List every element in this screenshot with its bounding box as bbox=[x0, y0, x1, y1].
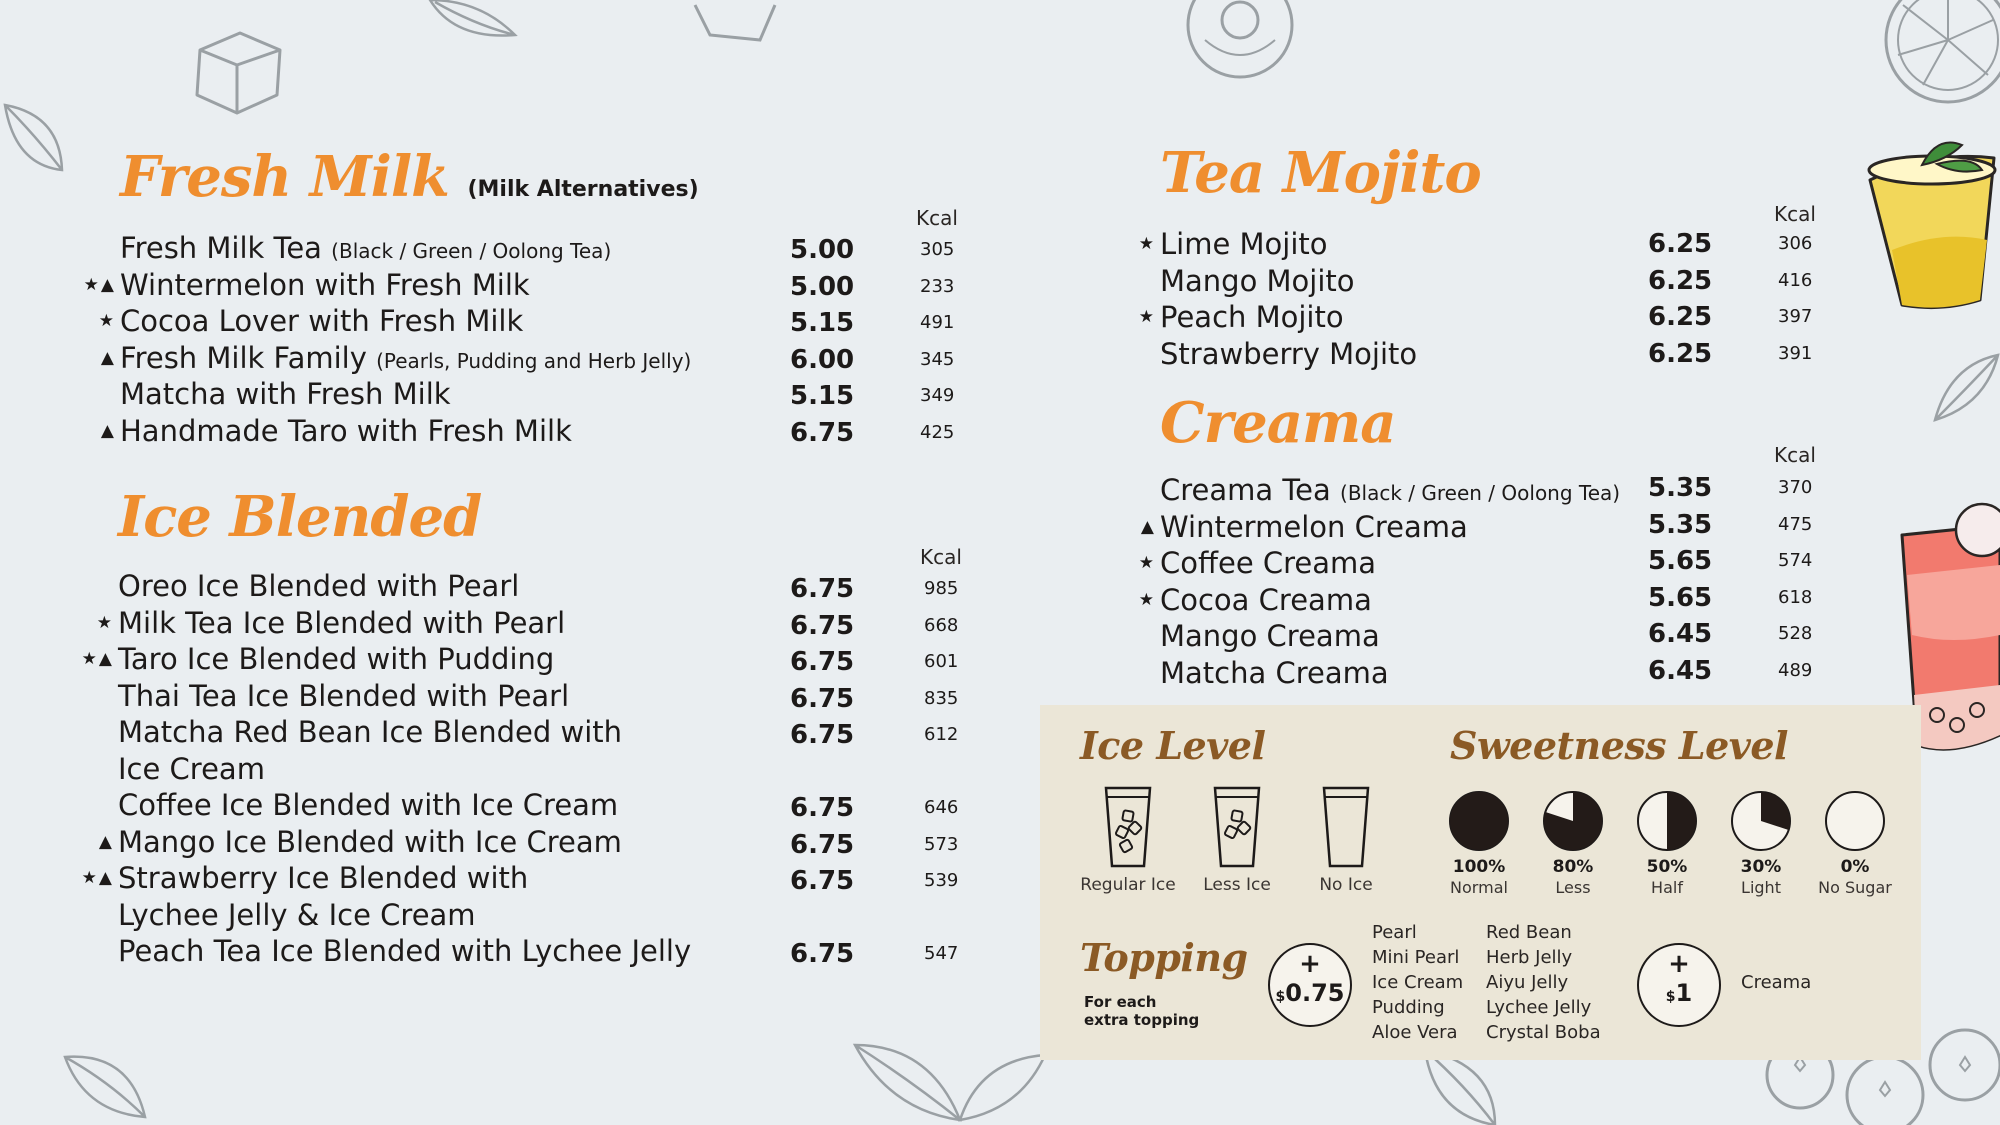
menu-item bbox=[1160, 618, 1838, 654]
menu-item bbox=[81, 641, 984, 677]
item-name-text: Strawberry Ice Blended with bbox=[118, 861, 529, 895]
item-note: (Black / Green / Oolong Tea) bbox=[331, 239, 612, 263]
menu-item bbox=[118, 787, 984, 823]
mojito-drink-illustration bbox=[1862, 130, 2000, 315]
item-marks: ▲ bbox=[1140, 516, 1156, 537]
item-kcal: 835 bbox=[924, 687, 959, 709]
topping-title: Topping bbox=[1080, 935, 1248, 980]
item-name-line2: Lychee Jelly & Ice Cream bbox=[118, 897, 476, 932]
item-price: 5.65 bbox=[1648, 546, 1713, 576]
plus-icon: + bbox=[1299, 949, 1321, 979]
menu-item bbox=[1160, 263, 1838, 299]
menu-item bbox=[98, 824, 984, 860]
topping-item: Crystal Boba bbox=[1486, 1022, 1601, 1043]
topping-item: Red Bean bbox=[1486, 922, 1572, 943]
sweetness-label: Half bbox=[1651, 878, 1683, 897]
item-price: 6.75 bbox=[790, 939, 855, 969]
sweetness-pie-icon bbox=[1541, 789, 1605, 853]
item-kcal: 306 bbox=[1778, 233, 1813, 254]
item-marks: ▲ bbox=[98, 831, 114, 852]
sweetness-label: No Sugar bbox=[1818, 878, 1892, 897]
fresh-milk-subtitle: (Milk Alternatives) bbox=[467, 177, 699, 202]
customization-panel bbox=[1040, 705, 1921, 1060]
item-name-text: Taro Ice Blended with Pudding bbox=[118, 642, 555, 676]
kcal-header: Kcal bbox=[1774, 443, 1816, 467]
item-kcal: 345 bbox=[920, 348, 955, 370]
item-name bbox=[118, 860, 528, 896]
item-name bbox=[118, 678, 569, 714]
item-marks: ★▲ bbox=[81, 868, 114, 888]
kcal-header: Kcal bbox=[916, 206, 958, 230]
item-name bbox=[118, 714, 622, 750]
topping-list-col2 bbox=[1486, 920, 1601, 1045]
item-price: 6.75 bbox=[790, 647, 855, 677]
ice-cube-sketch-icon bbox=[185, 25, 290, 120]
item-price: 6.75 bbox=[790, 610, 855, 641]
section-title-fresh-milk bbox=[120, 144, 699, 210]
topping-item: Aiyu Jelly bbox=[1486, 972, 1569, 993]
section-title-tea-mojito: Tea Mojito bbox=[1160, 140, 1481, 206]
item-name-text: Milk Tea Ice Blended with Pearl bbox=[118, 605, 566, 640]
menu-item bbox=[1138, 545, 1838, 581]
item-name-text: Creama Tea bbox=[1160, 473, 1331, 507]
item-name bbox=[1160, 655, 1389, 691]
item-name-line2: Ice Cream bbox=[118, 751, 265, 786]
item-price: 6.45 bbox=[1648, 619, 1713, 649]
sweetness-percent: 0% bbox=[1840, 857, 1870, 877]
menu-item bbox=[1160, 336, 1838, 372]
sweetness-percent: 50% bbox=[1646, 857, 1688, 877]
item-name-text: Matcha with Fresh Milk bbox=[120, 377, 451, 411]
item-name bbox=[118, 605, 565, 641]
item-price: 6.75 bbox=[790, 683, 855, 714]
item-price: 5.00 bbox=[790, 235, 855, 265]
ice-cube-mark bbox=[1119, 839, 1133, 853]
plus-icon: + bbox=[1668, 949, 1690, 979]
item-name-text: Coffee Creama bbox=[1160, 546, 1377, 580]
item-marks: ★ bbox=[1138, 234, 1156, 254]
item-name-text: Thai Tea Ice Blended with Pearl bbox=[118, 678, 570, 713]
item-kcal: 416 bbox=[1778, 269, 1813, 291]
sweetness-label: Light bbox=[1741, 878, 1781, 897]
item-name bbox=[1160, 299, 1344, 335]
item-name-text: Strawberry Mojito bbox=[1160, 336, 1418, 371]
item-kcal: 646 bbox=[924, 797, 959, 818]
item-marks: ★ bbox=[98, 311, 116, 331]
item-name-text: Wintermelon Creama bbox=[1160, 509, 1468, 544]
topping-price-badge-1 bbox=[1637, 943, 1721, 1027]
item-kcal: 491 bbox=[920, 312, 955, 333]
ice-cube-mark bbox=[1231, 810, 1243, 822]
item-price: 5.65 bbox=[1648, 582, 1713, 613]
kcal-header: Kcal bbox=[1774, 202, 1816, 226]
menu-item bbox=[120, 376, 980, 412]
section-title-ice-blended: Ice Blended bbox=[118, 484, 482, 550]
sweetness-pie-icon bbox=[1823, 789, 1887, 853]
sweetness-fill bbox=[1667, 792, 1696, 850]
item-name-text: Cocoa Creama bbox=[1160, 582, 1372, 617]
item-kcal: 475 bbox=[1778, 513, 1813, 535]
menu-item bbox=[83, 267, 980, 303]
item-price: 5.15 bbox=[790, 381, 855, 411]
sweetness-pie-icon bbox=[1635, 789, 1699, 853]
menu-item bbox=[118, 933, 984, 969]
item-price: 6.75 bbox=[790, 574, 855, 604]
item-name-text: Coffee Ice Blended with Ice Cream bbox=[118, 788, 619, 822]
item-name-text: Oreo Ice Blended with Pearl bbox=[118, 569, 520, 603]
item-name bbox=[1160, 336, 1417, 372]
item-name-text: Peach Mojito bbox=[1160, 300, 1344, 334]
item-kcal: 985 bbox=[924, 578, 959, 599]
menu-item bbox=[100, 413, 980, 449]
topping-item: Ice Cream bbox=[1372, 972, 1464, 993]
item-name bbox=[1160, 582, 1372, 618]
item-name bbox=[1160, 263, 1355, 299]
topping-price-badge-075 bbox=[1268, 943, 1352, 1027]
item-name-text: Matcha Creama bbox=[1160, 655, 1389, 690]
item-kcal: 233 bbox=[920, 275, 955, 297]
sweetness-pie-icon bbox=[1447, 789, 1511, 853]
topping-item: Aloe Vera bbox=[1372, 1022, 1458, 1043]
item-price: 6.25 bbox=[1648, 338, 1713, 369]
item-price: 5.00 bbox=[790, 271, 855, 302]
topping-item: Pudding bbox=[1372, 997, 1445, 1018]
item-price: 6.25 bbox=[1648, 302, 1713, 332]
menu-item bbox=[1138, 582, 1838, 618]
item-kcal: 547 bbox=[924, 943, 959, 964]
item-kcal: 539 bbox=[924, 870, 959, 891]
leaf-sketch-icon bbox=[425, 0, 520, 45]
menu-item bbox=[120, 230, 980, 266]
menu-item bbox=[96, 605, 984, 641]
topping-price-075: 0.75 bbox=[1285, 979, 1345, 1007]
item-marks: ★ bbox=[1138, 589, 1156, 610]
menu-item bbox=[1160, 472, 1838, 508]
item-price: 5.15 bbox=[790, 308, 855, 338]
topping-list-creama bbox=[1741, 970, 1811, 995]
item-price: 5.35 bbox=[1648, 473, 1713, 503]
item-name-text: Lime Mojito bbox=[1160, 227, 1328, 261]
ice-level-label: No Ice bbox=[1319, 875, 1373, 895]
cup-icon bbox=[1103, 785, 1153, 869]
item-price: 6.45 bbox=[1648, 655, 1713, 686]
item-name bbox=[120, 230, 611, 269]
item-name-text: Wintermelon with Fresh Milk bbox=[120, 267, 530, 302]
topping-item: Herb Jelly bbox=[1486, 947, 1573, 968]
cup-icon bbox=[1212, 785, 1262, 869]
lemon-slice-sketch-icon bbox=[1878, 0, 2000, 110]
item-name bbox=[120, 267, 530, 303]
item-note: (Pearls, Pudding and Herb Jelly) bbox=[376, 348, 692, 373]
sweetness-label: Less bbox=[1555, 878, 1591, 897]
item-name bbox=[120, 413, 572, 449]
item-marks: ▲ bbox=[100, 420, 116, 441]
item-marks: ★ bbox=[1138, 307, 1156, 327]
cup-icon bbox=[1321, 785, 1371, 869]
item-name bbox=[118, 641, 554, 677]
item-name bbox=[120, 376, 451, 412]
item-price: 6.75 bbox=[790, 866, 855, 896]
ice-level-label: Regular Ice bbox=[1080, 875, 1176, 895]
item-marks: ★ bbox=[1138, 553, 1156, 573]
item-price: 6.75 bbox=[790, 720, 855, 750]
item-kcal: 574 bbox=[1778, 550, 1813, 571]
item-name-text: Matcha Red Bean Ice Blended with bbox=[118, 715, 623, 749]
item-price: 6.00 bbox=[790, 344, 855, 375]
sweetness-fill bbox=[1450, 792, 1508, 850]
topping-item: Mini Pearl bbox=[1372, 947, 1460, 968]
kcal-header: Kcal bbox=[920, 545, 962, 569]
ice-cube-mark bbox=[1237, 821, 1251, 835]
fresh-milk-title: Fresh Milk bbox=[120, 144, 449, 210]
item-kcal: 305 bbox=[920, 239, 955, 260]
item-name-text: Mango Ice Blended with Ice Cream bbox=[118, 824, 622, 859]
item-name-text: Cocoa Lover with Fresh Milk bbox=[120, 304, 524, 338]
item-name bbox=[1160, 226, 1328, 262]
item-marks: ★▲ bbox=[83, 274, 116, 295]
menu-item bbox=[1138, 299, 1838, 335]
ice-cube-mark bbox=[1122, 810, 1134, 822]
topping-price-1: 1 bbox=[1675, 979, 1693, 1007]
item-kcal: 370 bbox=[1778, 477, 1813, 498]
leaf-sketch-icon bbox=[0, 95, 70, 180]
leaf-sketch-icon bbox=[1930, 350, 2000, 425]
item-marks: ★ bbox=[96, 612, 114, 633]
item-price: 6.25 bbox=[1648, 229, 1713, 259]
section-title-creama: Creama bbox=[1160, 390, 1396, 456]
item-kcal: 528 bbox=[1778, 623, 1813, 644]
item-kcal: 489 bbox=[1778, 659, 1813, 681]
item-name bbox=[1160, 509, 1468, 545]
sweetness-percent: 100% bbox=[1452, 857, 1506, 877]
sweetness-percent: 30% bbox=[1740, 857, 1782, 877]
menu-item bbox=[118, 678, 984, 714]
sweetness-percent: 80% bbox=[1552, 857, 1594, 877]
menu-item bbox=[81, 860, 984, 896]
ice-level-label: Less Ice bbox=[1203, 875, 1271, 895]
item-name-text: Fresh Milk Tea bbox=[120, 231, 322, 265]
item-name-text: Handmade Taro with Fresh Milk bbox=[120, 413, 572, 448]
item-name bbox=[118, 787, 618, 823]
ice-cube-mark bbox=[1128, 821, 1142, 835]
item-name bbox=[118, 824, 622, 860]
menu-item bbox=[98, 303, 980, 339]
item-name bbox=[1160, 545, 1376, 581]
peach-sketch-icon bbox=[1185, 0, 1295, 90]
item-kcal: 573 bbox=[924, 833, 959, 855]
item-name bbox=[120, 340, 691, 379]
menu-item bbox=[1138, 226, 1838, 262]
ice-cube-mark bbox=[1224, 825, 1237, 838]
item-name bbox=[1160, 618, 1380, 654]
item-price: 6.75 bbox=[790, 793, 855, 823]
topping-item: Pearl bbox=[1372, 922, 1417, 943]
item-name-text: Mango Mojito bbox=[1160, 263, 1355, 298]
topping-note-line2: extra topping bbox=[1084, 1011, 1200, 1029]
item-name-text: Peach Tea Ice Blended with Lychee Jelly bbox=[118, 934, 692, 968]
menu-item bbox=[118, 568, 984, 604]
sweetness-level-title: Sweetness Level bbox=[1450, 723, 1788, 768]
topping-note bbox=[1084, 993, 1199, 1029]
currency-symbol: $ bbox=[1275, 989, 1286, 1005]
item-name-text: Fresh Milk Family bbox=[120, 340, 367, 375]
item-kcal: 391 bbox=[1778, 342, 1813, 364]
currency-symbol: $ bbox=[1665, 989, 1676, 1005]
leaf-sketch-icon bbox=[60, 1052, 150, 1122]
sweetness-label: Normal bbox=[1450, 878, 1508, 897]
menu-item bbox=[118, 714, 984, 750]
item-kcal: 349 bbox=[920, 385, 955, 406]
item-price: 6.75 bbox=[790, 829, 855, 860]
item-name bbox=[118, 568, 519, 604]
menu-item bbox=[1160, 655, 1838, 691]
item-price: 6.75 bbox=[790, 417, 855, 448]
item-kcal: 425 bbox=[920, 421, 955, 443]
topping-item: Creama bbox=[1741, 972, 1812, 993]
item-name bbox=[120, 303, 523, 339]
item-marks: ★▲ bbox=[81, 649, 114, 669]
item-kcal: 601 bbox=[924, 651, 959, 672]
ice-cube-mark bbox=[1115, 825, 1128, 838]
item-kcal: 612 bbox=[924, 724, 959, 745]
topping-list-col1 bbox=[1372, 920, 1463, 1045]
item-price: 6.25 bbox=[1648, 265, 1713, 296]
item-name bbox=[118, 933, 691, 969]
topping-note-line1: For each bbox=[1084, 993, 1157, 1011]
leaves-sketch-icon bbox=[850, 1040, 1050, 1125]
item-price: 5.35 bbox=[1648, 509, 1713, 540]
item-note: (Black / Green / Oolong Tea) bbox=[1340, 481, 1621, 505]
item-kcal: 397 bbox=[1778, 306, 1813, 327]
menu-item bbox=[100, 340, 980, 376]
item-name bbox=[1160, 472, 1620, 511]
item-kcal: 668 bbox=[924, 614, 959, 636]
sweetness-pie-icon bbox=[1729, 789, 1793, 853]
topping-item: Lychee Jelly bbox=[1486, 997, 1592, 1018]
ice-cube-sketch-icon bbox=[690, 0, 785, 45]
ice-level-title: Ice Level bbox=[1080, 723, 1266, 768]
item-name-text: Mango Creama bbox=[1160, 619, 1380, 653]
item-kcal: 618 bbox=[1778, 586, 1813, 608]
item-marks: ▲ bbox=[100, 347, 116, 368]
menu-item bbox=[1140, 509, 1838, 545]
